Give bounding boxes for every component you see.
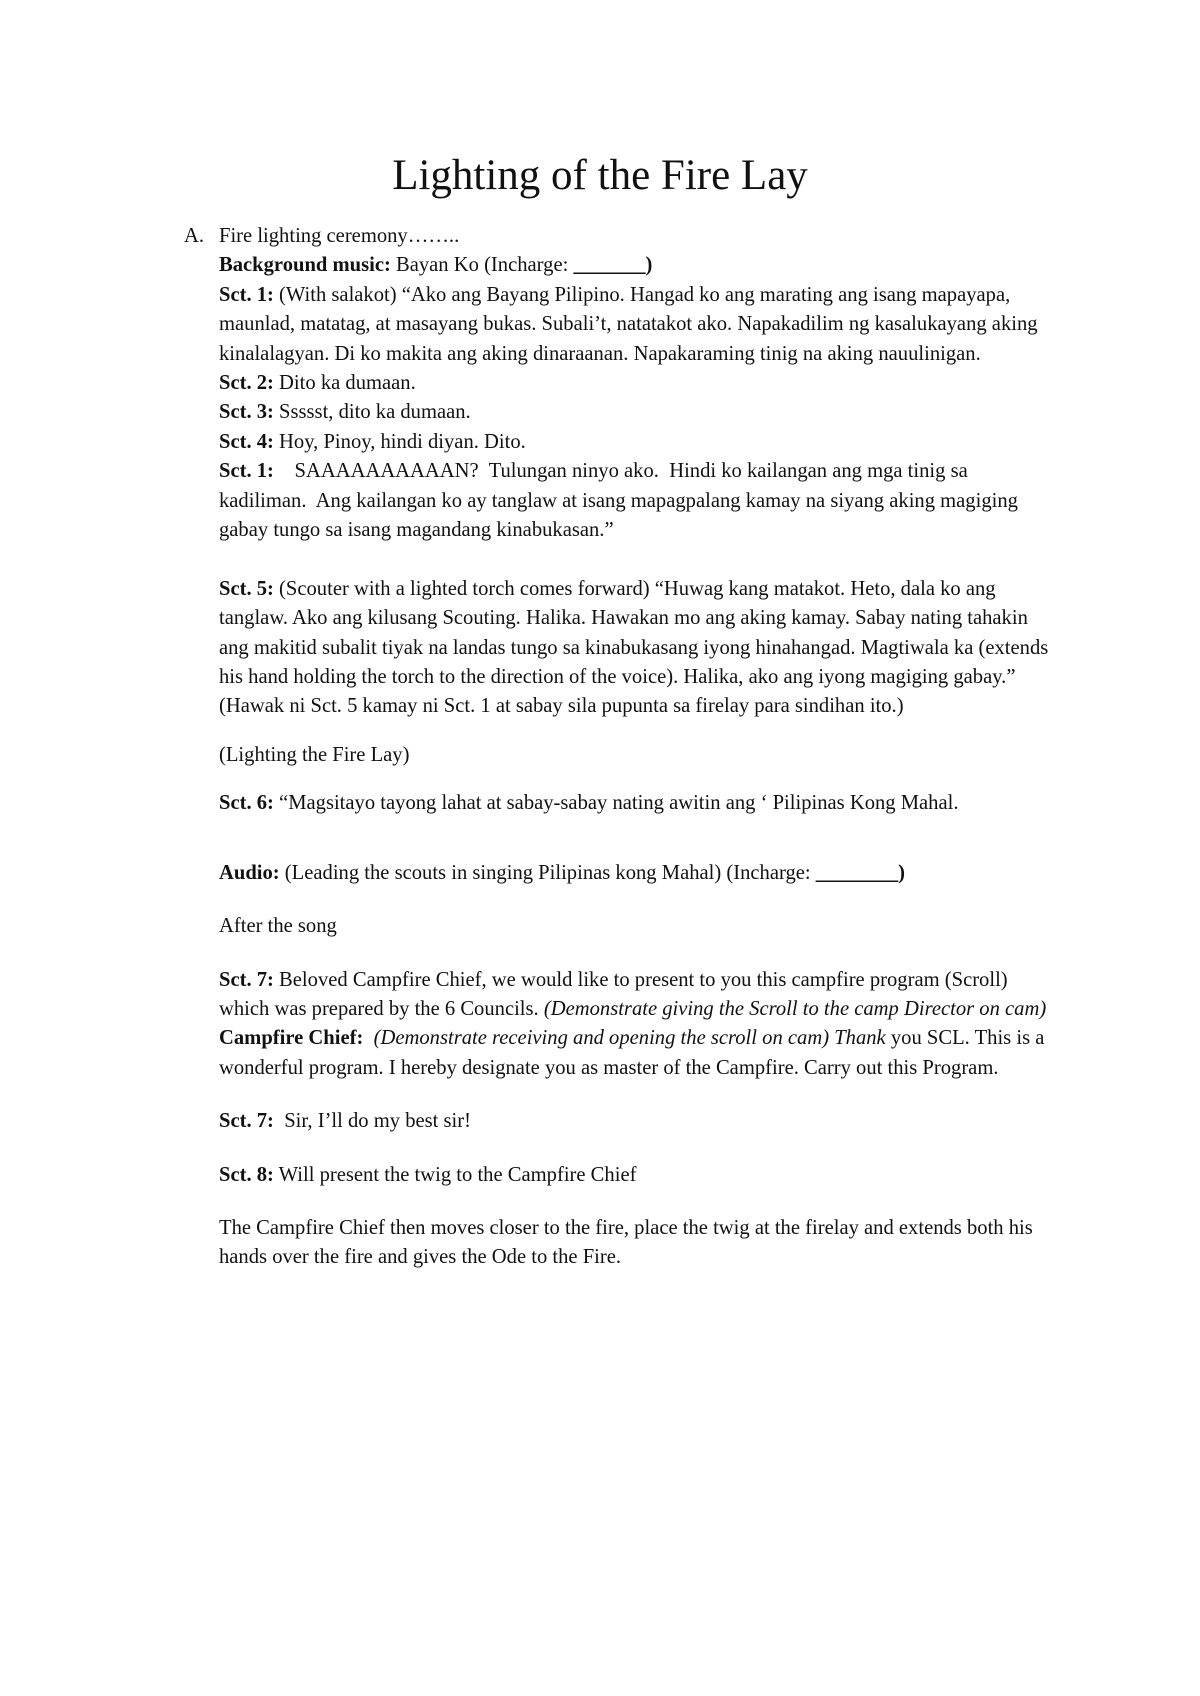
speaker-label: Sct. 2: [219,372,274,395]
speaker-label: Sct. 8: [219,1163,274,1186]
speaker-label: Sct. 1: [219,283,274,306]
sct6-paragraph [219,789,1059,818]
dialogue-line [219,398,1059,427]
speaker-label: Sct. 7: [219,968,274,991]
campfire-chief-paragraph [219,1024,1059,1083]
after-song-note: After the song [219,915,337,938]
background-music-label: Background music: [219,254,391,277]
dialogue-text: Sir, I’ll do my best sir! [273,1110,471,1133]
audio-text: (Leading the scouts in singing Pilipinas kong Mahal) (Incharge: [279,861,816,884]
lighting-note: (Lighting the Fire Lay) [219,743,410,766]
dialogue-text: Hoy, Pinoy, hindi diyan. Dito. [273,430,526,453]
intro-line: Fire lighting ceremony…….. [219,225,460,247]
dialogue-text: SAAAAAAAAAAN? Tulungan ninyo ako. Hindi ko kailangan ang mga tinig sa kadiliman. Ang kailangan ko ay tanglaw at isang mapagpalang kamay na siyang aking magiging gabay tungo sa isang magandang kinabukasan.” [219,460,1024,542]
dialogue-text: (With salakot) “Ako ang Bayang Pilipino. Hangad ko ang marating ang isang mapayapa, maunlad, matatag, at masayang bukas. Subali’t, natatakot ako. Napakadilim ng kasalukayang aking kinalalagyan. Di ko makita ang aking dinaraanan. Napakaraming tinig na aking nauulinigan. [219,283,1038,365]
dialogue-line [219,281,1059,369]
sct7-reply-line [219,1107,1059,1136]
speaker-label: Sct. 1: [219,460,274,483]
speaker-label: Sct. 7: [219,1110,274,1133]
sct8-line [219,1161,1059,1190]
section-marker: A. [184,225,205,247]
incharge-blank: _______) [573,254,653,277]
speaker-label: Campfire Chief: [219,1027,364,1050]
speaker-label: Sct. 4: [219,430,274,453]
speaker-label: Sct. 5: [219,577,274,600]
dialogue-line [219,369,1059,398]
dialogue-text: Ssssst, dito ka dumaan. [273,401,471,424]
dialogue-line [219,428,1059,457]
stage-direction: (Demonstrate giving the Scroll to the camp Director on cam) [543,997,1047,1020]
background-music-line [219,251,1059,280]
sct7-paragraph [219,966,1059,1025]
dialogue-line [219,457,1059,545]
stage-direction: (Demonstrate receiving and opening the scroll on cam) Thank [363,1027,886,1050]
dialogue-text: you SCL. This is a wonderful program. I hereby designate you as master of the Campfire. Carry out this Program. [219,1027,1050,1079]
speaker-label: Sct. 6: [219,792,274,815]
audio-label: Audio: [219,861,280,884]
sct5-paragraph [219,575,1059,722]
closing-paragraph: The Campfire Chief then moves closer to the fire, place the twig at the firelay and extends both his hands over the fire and gives the Ode to the Fire. [219,1216,1033,1269]
document-body [184,222,1059,1273]
background-music-text: Bayan Ko (Incharge: [390,254,574,277]
page-title: Lighting of the Fire Lay [392,152,808,199]
dialogue-text: Will present the twig to the Campfire Chief [273,1163,637,1186]
dialogue-text: Dito ka dumaan. [273,372,416,395]
incharge-blank: ________) [815,861,905,884]
dialogue-text: Beloved Campfire Chief, we would like to present to you this campfire program (Scroll) which was prepared by the 6 Councils. [219,968,1008,1020]
dialogue-text: (Scouter with a lighted torch comes forward) “Huwag kang matakot. Heto, dala ko ang tanglaw. Ako ang kilusang Scouting. Halika. Hawakan mo ang aking kamay. Sabay nating tahakin ang makitid subalit tiyak na landas tungo sa kinabukasang iyong hinahangad. Magtiwala ka (extends his hand holding the torch to the direction of the voice). Halika, ako ang iyong magiging gabay.” (Hawak ni Sct. 5 kamay ni Sct. 1 at sabay sila pupunta sa firelay para sindihan ito.) [219,577,1049,718]
dialogue-text: “Magsitayo tayong lahat at sabay-sabay nating awitin ang ‘ Pilipinas Kong Mahal. [273,792,959,815]
speaker-label: Sct. 3: [219,401,274,424]
audio-line [219,859,1059,888]
